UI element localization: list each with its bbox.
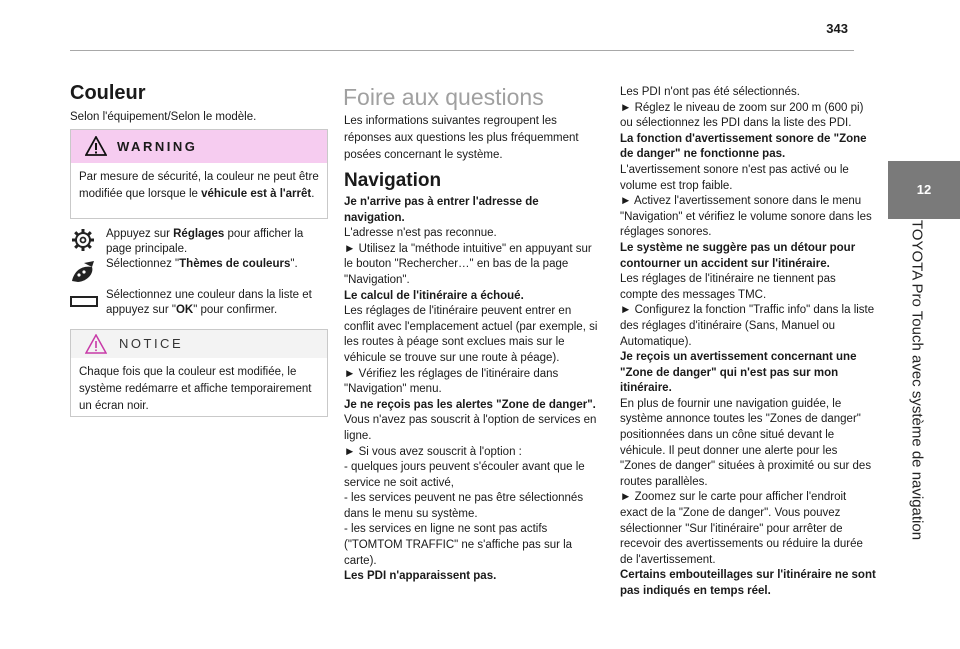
faq-question — [344, 289, 600, 305]
notice-title: NOTICE — [119, 336, 184, 351]
step-text: Sélectionnez "Thèmes de couleurs". — [106, 258, 298, 270]
faq-answer-line: ► Utilisez la "méthode intuitive" en appuyant sur le bouton "Rechercher…" en bas de la page "Navigation". — [344, 242, 592, 286]
faq-answer-line: L'adresse n'est pas reconnue. — [344, 227, 497, 240]
equipment-note: Selon l'équipement/Selon le modèle. — [70, 111, 257, 123]
notice-box — [70, 329, 328, 417]
faq-question-text: Je ne reçois pas les alertes "Zone de danger". — [344, 398, 596, 411]
faq-answer-line: ► Si vous avez souscrit à l'option : — [344, 445, 522, 458]
faq-intro: Les informations suivantes regroupent les réponses aux questions les plus fréquemment posées concernant le système. — [344, 115, 579, 161]
faq-question-text: Le calcul de l'itinéraire a échoué. — [344, 289, 524, 302]
step-choose-color — [70, 288, 328, 320]
notice-text: Chaque fois que la couleur est modifiée, le système redémarre et affiche temporairement un écran noir. — [79, 366, 312, 412]
step-text: Sélectionnez une couleur dans la liste et appuyez sur "OK" pour confirmer. — [106, 289, 312, 316]
notice-triangle-icon — [85, 334, 107, 354]
faq-answer-line: L'avertissement sonore n'est pas activé ou le volume est trop faible. — [620, 163, 849, 192]
faq-question — [344, 195, 600, 226]
faq-question — [620, 132, 876, 163]
chapter-title: TOYOTA Pro Touch avec système de navigation — [908, 219, 926, 541]
warning-box — [70, 129, 328, 219]
faq-answer-line: Les réglages de l'itinéraire ne tiennent pas compte des messages TMC. — [620, 273, 836, 301]
faq-question-text: Je n'arrive pas à entrer l'adresse de navigation. — [344, 196, 539, 224]
faq-column-2 — [344, 195, 600, 585]
gear-icon — [70, 227, 96, 253]
faq-column-3 — [620, 85, 876, 600]
step-text: Appuyez sur Réglages pour afficher la page principale. — [106, 228, 304, 255]
chapter-number-tab: 12 — [888, 161, 960, 219]
faq-question — [344, 569, 600, 585]
step-reglages — [70, 227, 328, 261]
faq-answer-line: ► Zoomez sur le carte pour afficher l'endroit exact de la "Zone de danger". Vous pouvez sélectionner "Sur l'itinéraire" pour arrêter de recevoir des avertissements ou réduire la durée de l'avertissement. — [620, 491, 863, 566]
warning-triangle-icon — [85, 136, 107, 156]
faq-answer-line: Les PDI n'ont pas été sélectionnés. — [620, 86, 800, 98]
faq-answer-line: - les services en ligne ne sont pas actifs ("TOMTOM TRAFFIC" ne s'affiche pas sur la carte). — [344, 523, 573, 567]
faq-answer-line: - quelques jours peuvent s'écouler avant que le service ne soit activé, — [344, 461, 585, 489]
navigation-title: Navigation — [344, 170, 442, 191]
faq-answer-line: ► Réglez le niveau de zoom sur 200 m (600 pi) ou sélectionnez les PDI dans la liste des PDI. — [620, 101, 864, 130]
faq-answer-line: ► Activez l'avertissement sonore dans le menu "Navigation" et vérifiez le volume sonore dans les réglages sonores. — [620, 195, 872, 239]
header-rule — [70, 50, 854, 51]
warning-title: WARNING — [117, 139, 198, 154]
warning-header — [71, 130, 327, 163]
faq-question — [620, 241, 876, 272]
faq-question — [620, 350, 876, 397]
faq-question-text: La fonction d'avertissement sonore de "Zone de danger" ne fonctionne pas. — [620, 132, 867, 161]
faq-question-text: Je reçois un avertissement concernant une "Zone de danger" qui n'est pas sur mon itinéraire. — [620, 351, 857, 395]
section-title-couleur: Couleur — [70, 82, 146, 104]
faq-question — [620, 568, 876, 599]
faq-answer-line: En plus de fournir une navigation guidée, le système annonce toutes les "Zones de danger" positionnées dans un cône situé devant le véhicule. Il peut donner une alerte pour les "Zones de danger" situées à proximité ou sur des routes parallèles. — [620, 397, 872, 488]
warning-text: Par mesure de sécurité, la couleur ne peut être modifiée que lorsque le véhicule est à l'arrêt. — [79, 171, 319, 200]
page-number: 343 — [826, 21, 848, 36]
faq-question-text: Le système ne suggère pas un détour pour contourner un accident sur l'itinéraire. — [620, 241, 856, 270]
faq-question-text: Certains embouteillages sur l'itinéraire ne sont pas indiqués en temps réel. — [620, 569, 876, 597]
faq-answer-line: ► Configurez la fonction "Traffic info" dans la liste des réglages d'itinéraire (Sans, Manuel ou Automatique). — [620, 304, 875, 348]
faq-answer-line: ► Vérifiez les réglages de l'itinéraire dans "Navigation" menu. — [344, 367, 559, 396]
faq-answer-line: - les services peuvent ne pas être sélectionnés dans le menu su système. — [344, 492, 584, 520]
palette-icon — [70, 259, 96, 285]
faq-answer-line: Les réglages de l'itinéraire peuvent entrer en conflit avec l'emplacement actuel (par exemple, si les routes à péage sont exclues mais sur le véhicule se trouve sur une route à péage). — [344, 305, 598, 364]
faq-question-text: Les PDI n'apparaissent pas. — [344, 570, 497, 583]
faq-answer-line: Vous n'avez pas souscrit à l'option de services en ligne. — [344, 414, 597, 442]
faq-title: Foire aux questions — [343, 84, 544, 110]
rectangle-icon — [68, 288, 98, 314]
notice-header — [71, 330, 327, 358]
step-themes — [70, 257, 328, 287]
faq-question — [344, 398, 600, 414]
